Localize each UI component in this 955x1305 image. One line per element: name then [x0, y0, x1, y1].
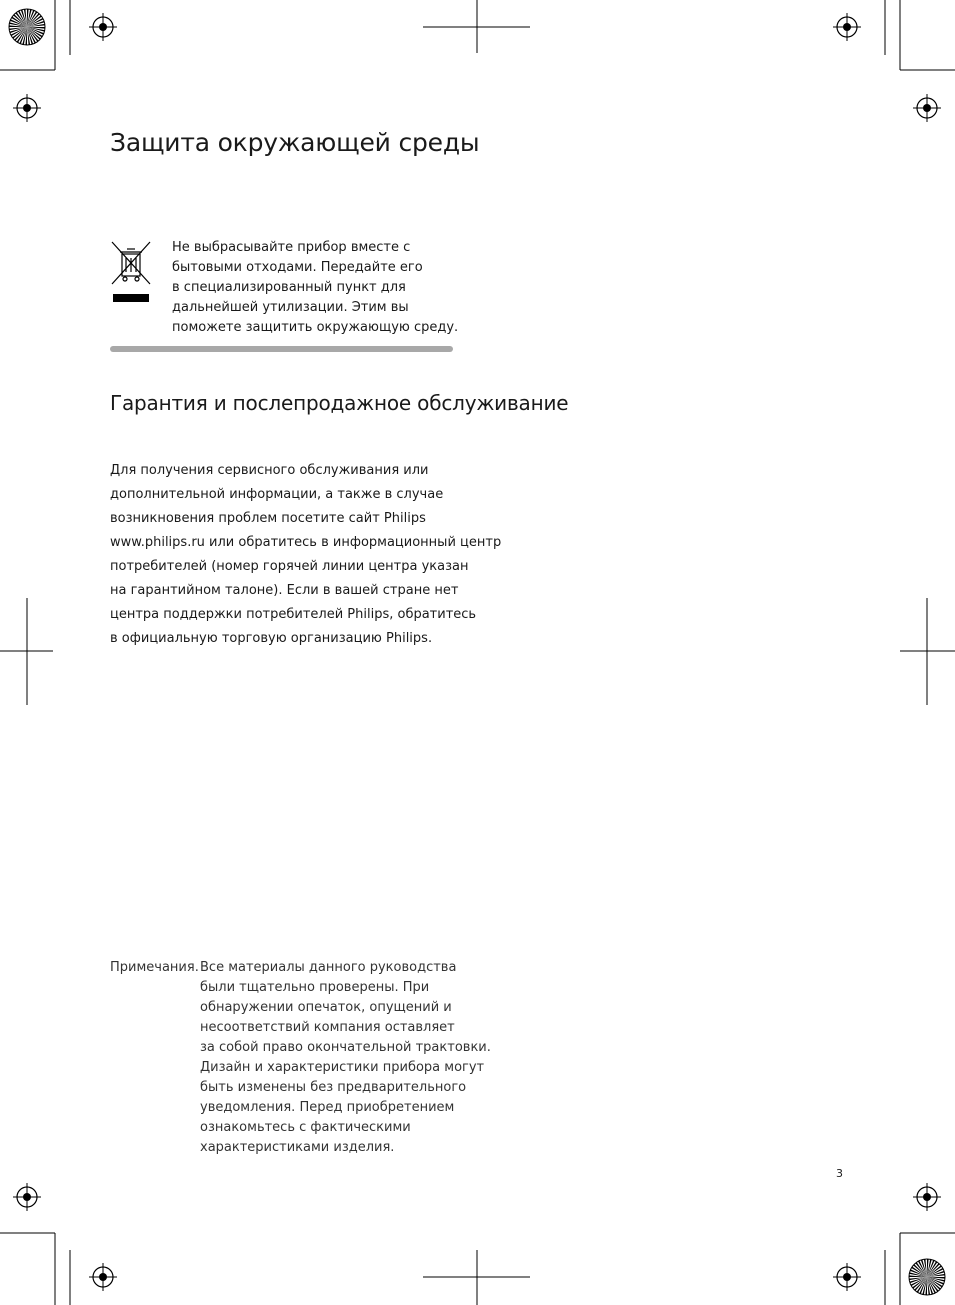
body-line: дополнительной информации, а также в случае [110, 487, 444, 502]
notes-line: несоответствий компания оставляет [200, 1020, 455, 1035]
body-line: центра поддержки потребителей Philips, обратитесь [110, 607, 477, 622]
body-line: в официальную торговую организацию Philips. [110, 631, 433, 646]
notice-line: в специализированный пункт для [172, 280, 406, 295]
notice-line: поможете защитить окружающую среду. [172, 320, 459, 335]
crossed-out-bin-icon [110, 240, 152, 308]
body-line: www.philips.ru или обратитесь в информационный центр [110, 535, 502, 550]
registration-mark-icon [89, 1263, 117, 1291]
body-line: возникновения проблем посетите сайт Philips [110, 511, 426, 526]
notes-line: быть изменены без предварительного [200, 1080, 467, 1095]
notes-line: уведомления. Перед приобретением [200, 1100, 455, 1115]
notice-line: бытовыми отходами. Передайте его [172, 260, 423, 275]
registration-mark-icon [833, 1263, 861, 1291]
color-wheel-mark-icon [9, 9, 45, 45]
notes-line: Дизайн и характеристики прибора могут [200, 1060, 485, 1075]
notes-line: Все материалы данного руководства [200, 960, 457, 975]
registration-mark-icon [913, 94, 941, 122]
section-title-environment: Защита окружающей среды [110, 128, 480, 157]
body-line: потребителей (номер горячей линии центра указан [110, 559, 469, 574]
registration-mark-icon [13, 1183, 41, 1211]
registration-mark-icon [833, 13, 861, 41]
section-title-warranty: Гарантия и послепродажное обслуживание [110, 391, 569, 415]
registration-mark-icon [89, 13, 117, 41]
notes-label: Примечания. [110, 960, 199, 975]
registration-mark-icon [913, 1183, 941, 1211]
registration-mark-icon [13, 94, 41, 122]
notes-line: были тщательно проверены. При [200, 980, 430, 995]
warranty-text [110, 459, 530, 651]
color-wheel-mark-icon [909, 1259, 945, 1295]
page-number: 3 [836, 1167, 843, 1180]
body-line: Для получения сервисного обслуживания или [110, 463, 429, 478]
notice-line: дальнейшей утилизации. Этим вы [172, 300, 409, 315]
section-divider [110, 346, 453, 352]
notes-line: за собой право окончательной трактовки. [200, 1040, 491, 1055]
notes-text [200, 958, 520, 1158]
notes-line: ознакомьтесь с фактическими [200, 1120, 411, 1135]
body-line: на гарантийном талоне). Если в вашей стране нет [110, 583, 459, 598]
notes-line: характеристиками изделия. [200, 1140, 395, 1155]
notes-line: обнаружении опечаток, опущений и [200, 1000, 452, 1015]
notice-line: Не выбрасывайте прибор вместе с [172, 240, 411, 255]
disposal-notice [172, 238, 472, 338]
